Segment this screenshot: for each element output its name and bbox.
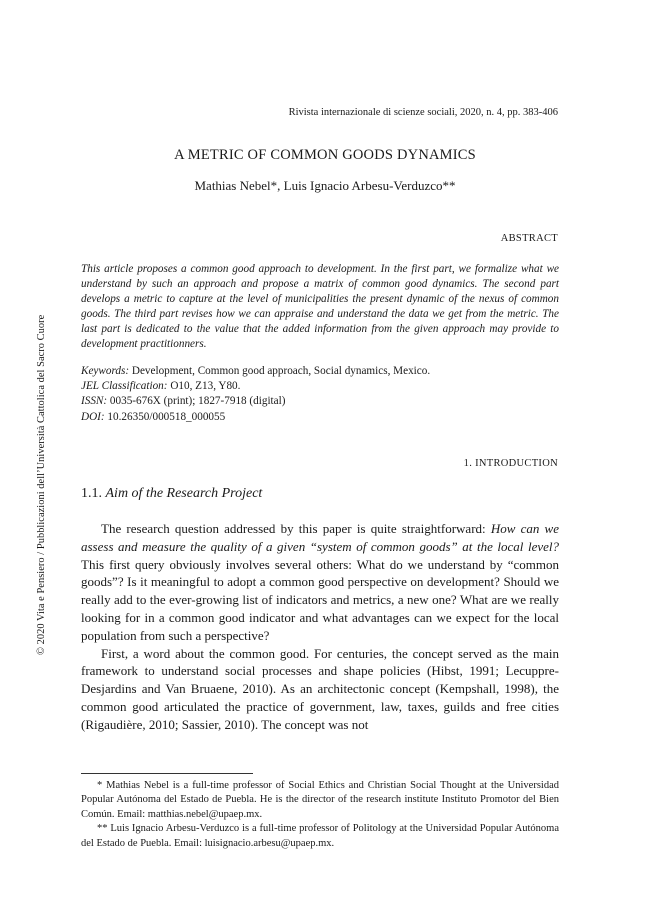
body-text xyxy=(81,520,559,734)
abstract-heading: ABSTRACT xyxy=(500,233,558,244)
doi-label: DOI: xyxy=(81,410,105,423)
issn-label: ISSN: xyxy=(81,395,108,408)
subsection-number: 1.1. xyxy=(81,486,106,501)
subsection-title: Aim of the Research Project xyxy=(105,486,263,501)
jel-label: JEL Classification: xyxy=(81,380,168,393)
body-paragraph: First, a word about the common good. For centuries, the concept served as the main framework to understand social processes and shape policies (Hibst, 1991; Lecuppre-Desjardins and Van Bruaene, 2010). As an architectonic concept (Kempshall, 1998), the common good articulated the practice of government, law, taxes, guilds and free cities (Rigaudière, 2010; Sassier, 2010). The concept was not xyxy=(81,645,559,732)
paper-title: A METRIC OF COMMON GOODS DYNAMICS xyxy=(174,147,476,163)
footnote: * Mathias Nebel is a full-time professor of Social Ethics and Christian Social Thought at the Universidad Popular Autónoma del Estado de Puebla. He is the director of the research institute Instituto Promotor del Bien Común. Email: matthias.nebel@upaep.mx. xyxy=(81,780,559,820)
footnotes xyxy=(81,779,559,851)
issn-value: 0035-676X (print); 1827-7918 (digital) xyxy=(107,395,286,408)
jel-line xyxy=(81,379,430,394)
doi-line xyxy=(81,410,430,425)
footnote-divider xyxy=(81,773,253,774)
section-heading: 1. INTRODUCTION xyxy=(463,458,558,469)
issn-line xyxy=(81,394,430,409)
article-metadata xyxy=(81,364,430,425)
body-paragraph xyxy=(81,520,559,645)
side-copyright: © 2020 Vita e Pensiero / Pubblicazioni dell’Università Cattolica del Sacro Cuore xyxy=(36,314,47,655)
research-question: How can we assess and measure the quality of a given “system of common goods” at the local level? xyxy=(81,521,559,554)
keywords-line xyxy=(81,364,430,379)
paragraph-rest: This first query obviously involves several others: What do we understand by “common goods”? Is it meaningful to adopt a common good perspective on development? Should we really add to the ever-growing list of indicators and metrics, a new one? What are we really looking for in a common good indicator and what advantages can we expect for the local population from such a perspective? xyxy=(81,556,559,643)
footnote: ** Luis Ignacio Arbesu-Verduzco is a full-time professor of Politology at the Universidad Popular Autónoma del Estado de Puebla. Email: luisignacio.arbesu@upaep.mx. xyxy=(81,823,559,849)
journal-citation: Rivista internazionale di scienze sociali, 2020, n. 4, pp. 383-406 xyxy=(288,107,558,118)
abstract-text: This article proposes a common good approach to development. In the first part, we formalize what we understand by such an approach and propose a matrix of common good dynamics. The second part develops a metric to capture at the level of municipalities the present dynamic of the nexus of common goods. The third part revises how we can appraise and understand the data we get from the metric. The last part is dedicated to the value that the added information from the given approach may provide to development practitionners. xyxy=(81,263,559,351)
paragraph-lead: The research question addressed by this paper is quite straightforward: xyxy=(101,521,491,536)
authors-line: Mathias Nebel*, Luis Ignacio Arbesu-Verduzco** xyxy=(194,178,456,193)
jel-value: O10, Z13, Y80. xyxy=(167,380,241,393)
doi-value: 10.26350/000518_000055 xyxy=(104,410,226,423)
keywords-value: Development, Common good approach, Social dynamics, Mexico. xyxy=(129,365,431,377)
subsection-heading xyxy=(81,486,262,502)
keywords-label: Keywords: xyxy=(81,365,130,377)
